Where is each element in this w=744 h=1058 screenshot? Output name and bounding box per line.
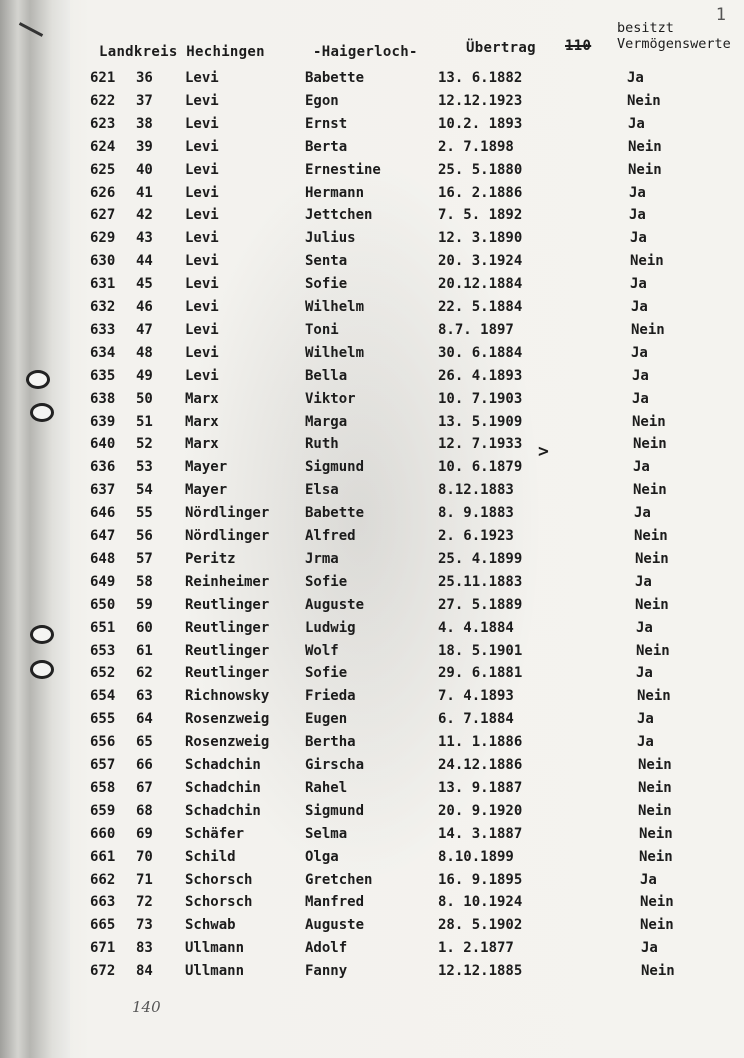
surname: Levi — [185, 230, 219, 247]
given-name: Elsa — [305, 482, 339, 499]
table-row — [0, 757, 744, 777]
table-row — [0, 688, 744, 708]
sequence-number: 46 — [136, 299, 153, 315]
birth-date: 20. 9.1920 — [438, 802, 523, 819]
surname: Reutlinger — [185, 596, 270, 613]
table-row — [0, 436, 744, 456]
sequence-number: 65 — [136, 734, 153, 751]
surname: Reutlinger — [185, 642, 270, 659]
table-row — [0, 116, 744, 136]
table-row — [0, 276, 744, 296]
surname: Reutlinger — [185, 665, 270, 682]
given-name: Sofie — [305, 665, 348, 682]
table-row — [0, 711, 744, 731]
birth-date: 13. 9.1887 — [438, 779, 523, 796]
assets-status: Nein — [638, 779, 672, 796]
birth-date: 20. 3.1924 — [438, 253, 523, 270]
table-row — [0, 940, 744, 960]
surname: Levi — [185, 299, 219, 315]
birth-date: 14. 3.1887 — [438, 825, 523, 842]
table-row — [0, 93, 744, 113]
table-row — [0, 185, 744, 205]
sequence-number: 39 — [136, 138, 153, 155]
table-row — [0, 665, 744, 685]
list-number: 651 — [90, 619, 116, 636]
surname: Levi — [185, 115, 219, 132]
list-number: 672 — [90, 963, 116, 980]
assets-status: Nein — [637, 688, 671, 705]
sequence-number: 56 — [136, 528, 153, 544]
table-row — [0, 528, 744, 548]
assets-status: Nein — [633, 436, 667, 453]
given-name: Rahel — [305, 779, 348, 796]
table-row — [0, 734, 744, 754]
sequence-number: 49 — [136, 367, 153, 384]
birth-date: 8.12.1883 — [438, 482, 514, 499]
given-name: Selma — [305, 825, 348, 842]
assets-status: Nein — [627, 92, 661, 109]
list-number: 648 — [90, 550, 116, 567]
table-row — [0, 253, 744, 273]
birth-date: 12. 3.1890 — [438, 230, 523, 247]
assets-status: Ja — [635, 573, 652, 590]
assets-status: Nein — [641, 963, 675, 980]
assets-status: Nein — [635, 550, 669, 567]
carryover-value: 110 — [565, 38, 592, 54]
list-number: 647 — [90, 528, 116, 544]
given-name: Ernestine — [305, 161, 381, 178]
given-name: Girscha — [305, 757, 365, 773]
birth-date: 10. 7.1903 — [438, 390, 523, 407]
given-name: Eugen — [305, 711, 348, 728]
sequence-number: 48 — [136, 344, 153, 361]
sequence-number: 42 — [136, 207, 153, 224]
table-row — [0, 780, 744, 800]
assets-status: Nein — [640, 894, 674, 911]
given-name: Wilhelm — [305, 299, 365, 315]
sequence-number: 54 — [136, 482, 153, 499]
assets-status: Ja — [632, 390, 649, 407]
list-number: 625 — [90, 161, 116, 178]
surname: Levi — [185, 367, 219, 384]
assets-status: Nein — [638, 802, 672, 819]
birth-date: 28. 5.1902 — [438, 917, 523, 934]
surname: Marx — [185, 413, 219, 430]
birth-date: 13. 6.1882 — [438, 70, 523, 86]
assets-status: Nein — [635, 596, 669, 613]
given-name: Jettchen — [305, 207, 373, 224]
surname: Marx — [185, 390, 219, 407]
district-heading: Landkreis Hechingen — [99, 44, 265, 60]
table-row — [0, 574, 744, 594]
surname: Richnowsky — [185, 688, 270, 705]
table-row — [0, 70, 744, 90]
sequence-number: 36 — [136, 70, 153, 86]
assets-status: Ja — [631, 344, 648, 361]
table-row — [0, 872, 744, 892]
birth-date: 16. 9.1895 — [438, 871, 523, 888]
given-name: Babette — [305, 505, 365, 522]
sequence-number: 68 — [136, 802, 153, 819]
list-number: 660 — [90, 825, 116, 842]
given-name: Adolf — [305, 940, 348, 957]
assets-status: Nein — [634, 528, 668, 544]
assets-status: Ja — [641, 940, 658, 957]
table-row — [0, 643, 744, 663]
birth-date: 8. 9.1883 — [438, 505, 514, 522]
given-name: Ruth — [305, 436, 339, 453]
surname: Schadchin — [185, 757, 261, 773]
table-row — [0, 963, 744, 983]
assets-status: Ja — [633, 459, 650, 476]
surname: Levi — [185, 161, 219, 178]
table-row — [0, 299, 744, 319]
given-name: Sigmund — [305, 459, 365, 476]
list-number: 632 — [90, 299, 116, 315]
assets-status: Nein — [631, 321, 665, 338]
birth-date: 1. 2.1877 — [438, 940, 514, 957]
given-name: Viktor — [305, 390, 356, 407]
table-row — [0, 620, 744, 640]
sequence-number: 66 — [136, 757, 153, 773]
surname: Levi — [185, 184, 219, 201]
table-row — [0, 391, 744, 411]
sequence-number: 84 — [136, 963, 153, 980]
given-name: Berta — [305, 138, 348, 155]
assets-status: Nein — [640, 917, 674, 934]
birth-date: 8. 10.1924 — [438, 894, 523, 911]
list-number: 657 — [90, 757, 116, 773]
surname: Rosenzweig — [185, 711, 270, 728]
list-number: 655 — [90, 711, 116, 728]
table-row — [0, 368, 744, 388]
page-number: 1 — [715, 5, 726, 25]
sequence-number: 60 — [136, 619, 153, 636]
surname: Rosenzweig — [185, 734, 270, 751]
assets-status: Ja — [640, 871, 657, 888]
list-number: 638 — [90, 390, 116, 407]
birth-date: 10.2. 1893 — [438, 115, 523, 132]
surname: Levi — [185, 70, 219, 86]
list-number: 631 — [90, 276, 116, 293]
given-name: Auguste — [305, 917, 365, 934]
list-number: 652 — [90, 665, 116, 682]
surname: Levi — [185, 321, 219, 338]
birth-date: 8.7. 1897 — [438, 321, 514, 338]
list-number: 637 — [90, 482, 116, 499]
birth-date: 29. 6.1881 — [438, 665, 523, 682]
assets-status: Ja — [637, 711, 654, 728]
table-row — [0, 459, 744, 479]
assets-status: Ja — [636, 619, 653, 636]
sequence-number: 70 — [136, 848, 153, 865]
table-row — [0, 826, 744, 846]
sequence-number: 73 — [136, 917, 153, 934]
assets-status: Nein — [639, 825, 673, 842]
given-name: Jrma — [305, 550, 339, 567]
table-row — [0, 849, 744, 869]
surname: Schadchin — [185, 779, 261, 796]
surname: Schadchin — [185, 802, 261, 819]
list-number: 626 — [90, 184, 116, 201]
given-name: Manfred — [305, 894, 365, 911]
list-number: 662 — [90, 871, 116, 888]
sequence-number: 55 — [136, 505, 153, 522]
list-number: 665 — [90, 917, 116, 934]
given-name: Sofie — [305, 573, 348, 590]
list-number: 623 — [90, 115, 116, 132]
sequence-number: 72 — [136, 894, 153, 911]
assets-status: Ja — [636, 665, 653, 682]
assets-status: Ja — [632, 367, 649, 384]
surname: Levi — [185, 207, 219, 224]
sequence-number: 52 — [136, 436, 153, 453]
assets-status: Nein — [636, 642, 670, 659]
given-name: Wolf — [305, 642, 339, 659]
list-number: 630 — [90, 253, 116, 270]
sequence-number: 53 — [136, 459, 153, 476]
birth-date: 25. 5.1880 — [438, 161, 523, 178]
sequence-number: 57 — [136, 550, 153, 567]
list-number: 622 — [90, 92, 116, 109]
surname: Levi — [185, 138, 219, 155]
sequence-number: 44 — [136, 253, 153, 270]
assets-heading-line2: Vermögenswerte — [617, 36, 731, 52]
table-row — [0, 345, 744, 365]
surname: Reutlinger — [185, 619, 270, 636]
surname: Reinheimer — [185, 573, 270, 590]
assets-status: Ja — [630, 230, 647, 247]
list-number: 634 — [90, 344, 116, 361]
list-number: 654 — [90, 688, 116, 705]
sequence-number: 43 — [136, 230, 153, 247]
birth-date: 26. 4.1893 — [438, 367, 523, 384]
given-name: Babette — [305, 70, 365, 86]
given-name: Bella — [305, 367, 348, 384]
surname: Levi — [185, 92, 219, 109]
surname: Schorsch — [185, 894, 253, 911]
sequence-number: 40 — [136, 161, 153, 178]
list-number: 671 — [90, 940, 116, 957]
list-number: 640 — [90, 436, 116, 453]
sequence-number: 71 — [136, 871, 153, 888]
sequence-number: 45 — [136, 276, 153, 293]
table-row — [0, 482, 744, 502]
sequence-number: 38 — [136, 115, 153, 132]
surname: Schild — [185, 848, 236, 865]
assets-status: Nein — [639, 848, 673, 865]
sequence-number: 62 — [136, 665, 153, 682]
given-name: Sigmund — [305, 802, 365, 819]
given-name: Egon — [305, 92, 339, 109]
assets-status: Nein — [630, 253, 664, 270]
table-row — [0, 414, 744, 434]
birth-date: 12. 7.1933 — [438, 436, 523, 453]
surname: Marx — [185, 436, 219, 453]
table-row — [0, 803, 744, 823]
assets-status: Nein — [633, 482, 667, 499]
surname: Peritz — [185, 550, 236, 567]
list-number: 661 — [90, 848, 116, 865]
given-name: Ernst — [305, 115, 348, 132]
assets-status: Ja — [631, 299, 648, 315]
given-name: Julius — [305, 230, 356, 247]
place-heading: -Haigerloch- — [313, 44, 418, 60]
birth-date: 20.12.1884 — [438, 276, 523, 293]
sequence-number: 41 — [136, 184, 153, 201]
list-number: 629 — [90, 230, 116, 247]
given-name: Gretchen — [305, 871, 373, 888]
assets-status: Ja — [630, 276, 647, 293]
birth-date: 13. 5.1909 — [438, 413, 523, 430]
birth-date: 4. 4.1884 — [438, 619, 514, 636]
given-name: Fanny — [305, 963, 348, 980]
surname: Schorsch — [185, 871, 253, 888]
given-name: Hermann — [305, 184, 365, 201]
table-row — [0, 505, 744, 525]
given-name: Wilhelm — [305, 344, 365, 361]
surname: Levi — [185, 276, 219, 293]
birth-date: 6. 7.1884 — [438, 711, 514, 728]
arrow-mark: > — [538, 441, 549, 462]
list-number: 636 — [90, 459, 116, 476]
birth-date: 11. 1.1886 — [438, 734, 523, 751]
list-number: 639 — [90, 413, 116, 430]
assets-status: Ja — [627, 70, 644, 86]
table-row — [0, 894, 744, 914]
birth-date: 12.12.1885 — [438, 963, 523, 980]
birth-date: 30. 6.1884 — [438, 344, 523, 361]
table-row — [0, 322, 744, 342]
given-name: Bertha — [305, 734, 356, 751]
surname: Ullmann — [185, 963, 245, 980]
birth-date: 16. 2.1886 — [438, 184, 523, 201]
given-name: Ludwig — [305, 619, 356, 636]
table-row — [0, 597, 744, 617]
table-row — [0, 139, 744, 159]
birth-date: 27. 5.1889 — [438, 596, 523, 613]
assets-status: Nein — [638, 757, 672, 773]
sequence-number: 37 — [136, 92, 153, 109]
given-name: Alfred — [305, 528, 356, 544]
sequence-number: 58 — [136, 573, 153, 590]
given-name: Olga — [305, 848, 339, 865]
given-name: Sofie — [305, 276, 348, 293]
assets-heading-line1: besitzt — [617, 20, 674, 36]
list-number: 663 — [90, 894, 116, 911]
given-name: Toni — [305, 321, 339, 338]
sequence-number: 50 — [136, 390, 153, 407]
list-number: 658 — [90, 779, 116, 796]
birth-date: 7. 4.1893 — [438, 688, 514, 705]
surname: Levi — [185, 253, 219, 270]
surname: Ullmann — [185, 940, 245, 957]
birth-date: 25.11.1883 — [438, 573, 523, 590]
list-number: 633 — [90, 321, 116, 338]
list-number: 649 — [90, 573, 116, 590]
assets-status: Ja — [629, 207, 646, 224]
surname: Nördlinger — [185, 505, 270, 522]
table-row — [0, 207, 744, 227]
birth-date: 12.12.1923 — [438, 92, 523, 109]
birth-date: 24.12.1886 — [438, 757, 523, 773]
carryover-label: Übertrag — [466, 40, 536, 56]
list-number: 646 — [90, 505, 116, 522]
sequence-number: 64 — [136, 711, 153, 728]
given-name: Frieda — [305, 688, 356, 705]
birth-date: 25. 4.1899 — [438, 550, 523, 567]
table-row — [0, 917, 744, 937]
given-name: Senta — [305, 253, 348, 270]
given-name: Marga — [305, 413, 348, 430]
surname: Schäfer — [185, 825, 245, 842]
sequence-number: 61 — [136, 642, 153, 659]
assets-status: Nein — [628, 161, 662, 178]
surname: Mayer — [185, 459, 228, 476]
surname: Schwab — [185, 917, 236, 934]
list-number: 635 — [90, 367, 116, 384]
sequence-number: 67 — [136, 779, 153, 796]
list-number: 656 — [90, 734, 116, 751]
list-number: 624 — [90, 138, 116, 155]
sequence-number: 51 — [136, 413, 153, 430]
birth-date: 22. 5.1884 — [438, 299, 523, 315]
table-row — [0, 230, 744, 250]
list-number: 650 — [90, 596, 116, 613]
sequence-number: 69 — [136, 825, 153, 842]
assets-column-heading — [617, 20, 731, 52]
surname: Levi — [185, 344, 219, 361]
birth-date: 7. 5. 1892 — [438, 207, 523, 224]
assets-status: Ja — [629, 184, 646, 201]
sequence-number: 59 — [136, 596, 153, 613]
birth-date: 2. 7.1898 — [438, 138, 514, 155]
given-name: Auguste — [305, 596, 365, 613]
assets-status: Ja — [637, 734, 654, 751]
assets-status: Ja — [634, 505, 651, 522]
birth-date: 10. 6.1879 — [438, 459, 523, 476]
birth-date: 8.10.1899 — [438, 848, 514, 865]
list-number: 653 — [90, 642, 116, 659]
assets-status: Nein — [628, 138, 662, 155]
assets-status: Ja — [628, 115, 645, 132]
list-number: 621 — [90, 70, 116, 86]
surname: Mayer — [185, 482, 228, 499]
list-number: 627 — [90, 207, 116, 224]
sequence-number: 47 — [136, 321, 153, 338]
footer-total: 140 — [132, 998, 161, 1016]
birth-date: 2. 6.1923 — [438, 528, 514, 544]
table-row — [0, 162, 744, 182]
surname: Nördlinger — [185, 528, 270, 544]
birth-date: 18. 5.1901 — [438, 642, 523, 659]
list-number: 659 — [90, 802, 116, 819]
assets-status: Nein — [632, 413, 666, 430]
sequence-number: 63 — [136, 688, 153, 705]
sequence-number: 83 — [136, 940, 153, 957]
table-row — [0, 551, 744, 571]
